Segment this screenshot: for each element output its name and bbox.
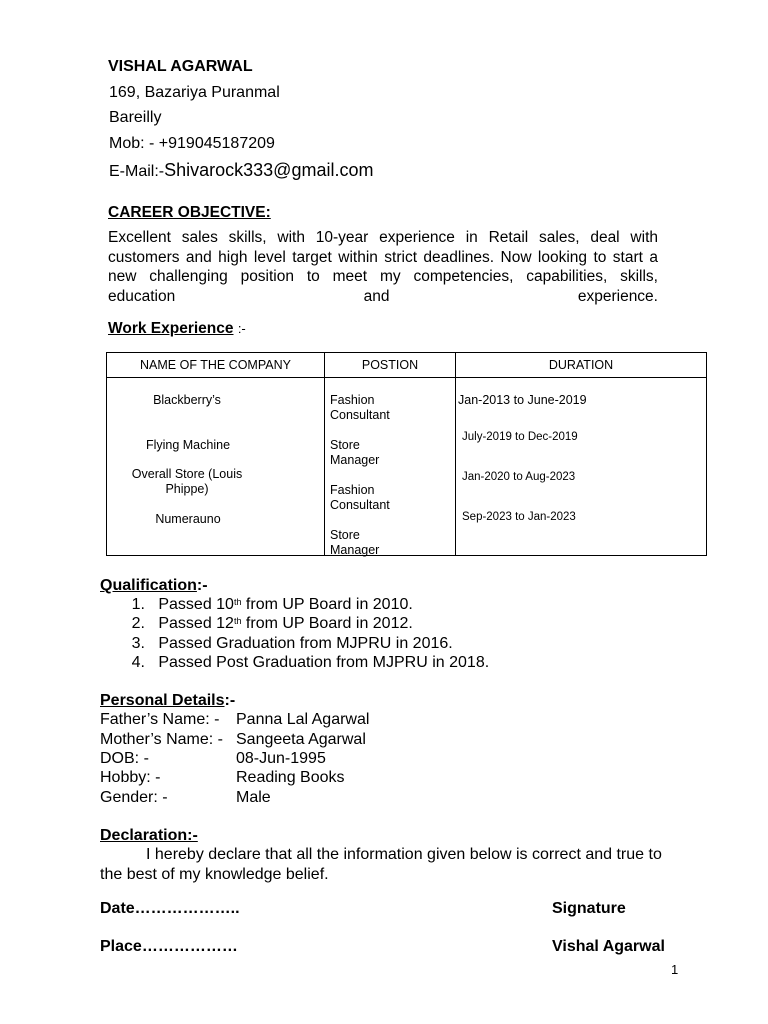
personal-details-title: Personal Details	[100, 692, 225, 709]
qualification-heading	[100, 577, 208, 595]
declaration-body: I hereby declare that all the information given below is correct and true to the best of my knowledge belief.	[100, 846, 662, 883]
career-objective-heading: CAREER OBJECTIVE:	[108, 204, 271, 221]
duration-value: July-2019 to Dec-2019	[462, 431, 578, 443]
place-label: Place………………	[100, 938, 238, 955]
list-item	[100, 614, 489, 633]
hobby-value: Reading Books	[236, 769, 345, 786]
company-name: Overall Store (Louis Phippe)	[131, 467, 243, 496]
list-item	[100, 595, 489, 614]
list-item	[100, 634, 489, 653]
qualification-text-rest: from UP Board in 2012.	[241, 615, 413, 633]
date-label: Date………………..	[100, 900, 240, 917]
company-name: Numerauno	[155, 512, 221, 526]
email-line	[109, 160, 373, 181]
list-number: 1.	[131, 596, 145, 613]
gender-label: Gender: -	[100, 789, 168, 806]
superscript: th	[233, 597, 242, 607]
dob-value: 08-Jun-1995	[236, 750, 326, 767]
declaration-heading: Declaration:-	[100, 827, 198, 844]
list-item	[100, 653, 489, 672]
column-header-duration: DURATION	[456, 353, 707, 378]
mobile-number: Mob: - +919045187209	[109, 135, 275, 152]
list-number: 4.	[131, 653, 145, 671]
address-line-1: 169, Bazariya Puranmal	[109, 84, 280, 101]
gender-value: Male	[236, 789, 271, 806]
work-experience-table	[106, 352, 707, 556]
position-cell	[325, 378, 456, 556]
qualification-list	[100, 595, 489, 672]
applicant-name: VISHAL AGARWAL	[108, 58, 253, 75]
dob-label: DOB: -	[100, 750, 149, 767]
signature-label: Signature	[552, 900, 626, 917]
qualification-title: Qualification	[100, 577, 197, 594]
address-line-2: Bareilly	[109, 109, 162, 126]
father-name-label: Father’s Name: -	[100, 711, 220, 728]
declaration-text	[100, 845, 680, 884]
qualification-text: Passed Graduation from MJPRU in 2016.	[158, 634, 453, 652]
qualification-text-rest: from UP Board in 2010.	[241, 596, 413, 613]
work-experience-suffix: :-	[237, 321, 246, 336]
qualification-suffix: :-	[196, 577, 208, 594]
signature-name: Vishal Agarwal	[552, 938, 665, 955]
company-name: Blackberry’s	[153, 393, 221, 407]
father-name-value: Panna Lal Agarwal	[236, 711, 370, 728]
hobby-label: Hobby: -	[100, 769, 161, 786]
duration-cell	[456, 378, 707, 556]
superscript: th	[233, 616, 242, 627]
position-title: Fashion Consultant	[330, 393, 390, 422]
qualification-text: Passed 10	[158, 596, 234, 613]
personal-details-suffix: :-	[224, 692, 236, 709]
duration-value: Sep-2023 to Jan-2023	[462, 511, 576, 523]
column-header-position: POSTION	[325, 353, 456, 378]
duration-value: Jan-2020 to Aug-2023	[462, 471, 576, 483]
duration-value: Jan-2013 to June-2019	[458, 393, 587, 407]
column-header-company: NAME OF THE COMPANY	[107, 353, 325, 378]
qualification-text: Passed Post Graduation from MJPRU in 2018.	[158, 653, 490, 671]
position-title: Fashion Consultant	[330, 483, 390, 512]
page-number: 1	[671, 962, 679, 977]
qualification-text: Passed 12	[158, 615, 234, 633]
email-label: E-Mail:-	[109, 163, 165, 180]
list-number: 2.	[131, 615, 145, 633]
list-number: 3.	[131, 634, 145, 652]
personal-details-heading	[100, 692, 235, 710]
company-name: Flying Machine	[145, 438, 231, 452]
position-title: Store Manager	[330, 528, 380, 557]
career-objective-text: Excellent sales skills, with 10-year experience in Retail sales, deal with customers and high level target within strict deadlines. Now looking to start a new challenging position to meet my competencies, capabilities, skills, education and experience.	[108, 229, 658, 305]
position-title: Store Manager	[330, 438, 380, 467]
table-row	[107, 378, 707, 556]
work-experience-title: Work Experience	[108, 320, 234, 337]
mother-name-label: Mother’s Name: -	[100, 731, 223, 748]
company-cell	[107, 378, 325, 556]
email-value: Shivarock333@gmail.com	[164, 160, 374, 180]
table-header-row	[107, 353, 707, 378]
mother-name-value: Sangeeta Agarwal	[236, 731, 366, 748]
work-experience-heading	[108, 320, 246, 338]
